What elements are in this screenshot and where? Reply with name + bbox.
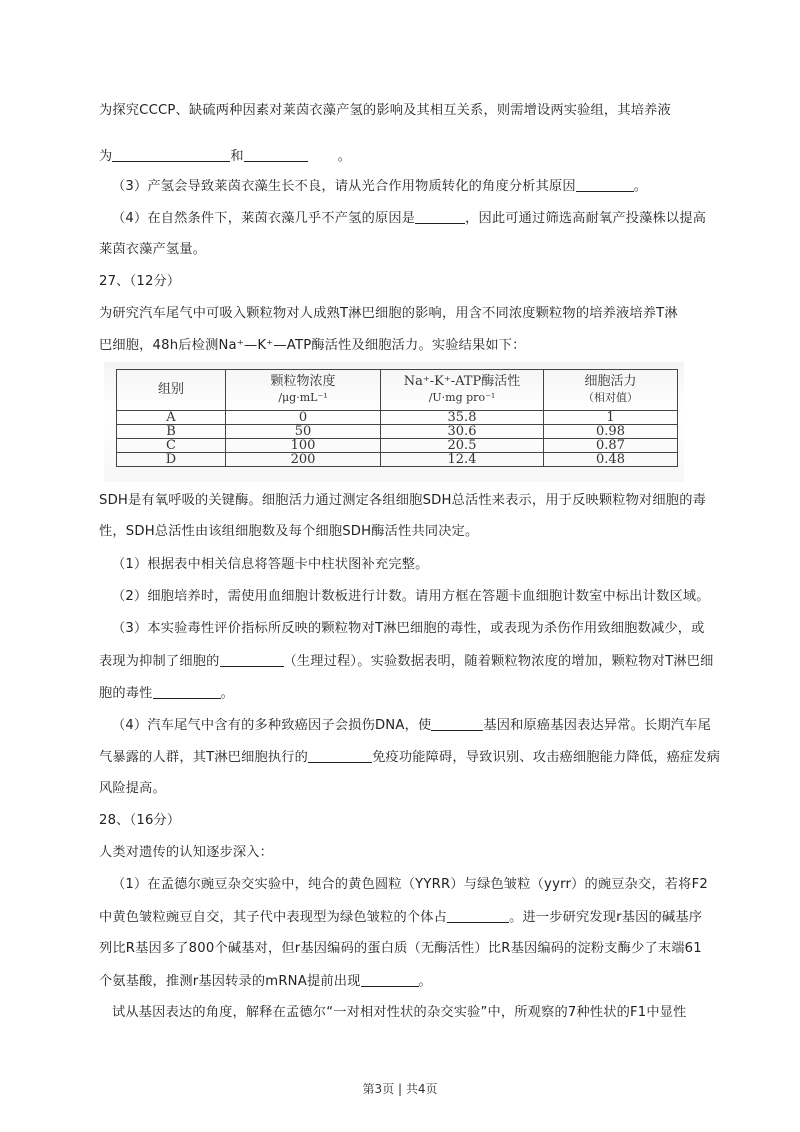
answer-blank[interactable] [308, 748, 372, 763]
answer-blank[interactable] [361, 972, 419, 987]
text: 列比R基因多了800个碱基对，但r基因编码的蛋白质（无酶活性）比R基因编码的淀粉支酶少了末端61 [99, 941, 702, 956]
text-line [99, 972, 432, 991]
table-cell: B [117, 425, 226, 439]
text-line [112, 556, 429, 574]
table-cell: 100 [226, 439, 381, 453]
text: 性，SDH总活性由该组细胞数及每个细胞SDH酶活性共同决定。 [99, 524, 479, 539]
table-cell: 12.4 [381, 453, 544, 467]
answer-blank[interactable] [244, 147, 308, 162]
text: 基因和原癌基因表达异常。长期汽车尾 [483, 718, 711, 733]
text: 。 [633, 179, 648, 194]
table-cell: 0.87 [544, 439, 678, 453]
text: 为研究汽车尾气中可吸入颗粒物对人成熟T淋巴细胞的影响，用含不同浓度颗粒物的培养液培养T淋 [99, 306, 678, 321]
header-cell: Na⁺-K⁺-ATP酶活性 /U·mg pro⁻¹ [381, 370, 544, 411]
table-cell: 0.48 [544, 453, 678, 467]
text: 27、（12分） [99, 274, 181, 289]
answer-blank[interactable] [153, 684, 221, 699]
text: （生理过程）。实验数据表明，随着颗粒物浓度的增加，颗粒物对T淋巴细 [283, 654, 714, 669]
table-row [117, 439, 678, 453]
text: 免疫功能障碍，导致识别、攻击癌细胞能力降低，癌症发病 [372, 750, 721, 765]
text-line [99, 780, 166, 798]
text-line [99, 844, 273, 862]
table-cell: 0.98 [544, 425, 678, 439]
text-line [99, 652, 714, 671]
table-cell: 35.8 [381, 411, 544, 425]
text: 为探究CCCP、缺硫两种因素对莱茵衣藻产氢的影响及其相互关系，则需增设两实验组，其培养液 [99, 103, 671, 118]
text: 风险提高。 [99, 781, 166, 796]
text-line [99, 684, 234, 703]
text-line [99, 940, 702, 958]
table-header-row [117, 370, 678, 411]
text-line [99, 492, 706, 510]
header-cell: 颗粒物浓度 /μg·mL⁻¹ [226, 370, 381, 411]
text-line [99, 523, 478, 541]
text: 莱茵衣藻产氢量。 [99, 242, 207, 257]
results-table [116, 369, 678, 467]
page-footer: 第3页 | 共4页 [362, 1082, 438, 1096]
table-cell: 30.6 [381, 425, 544, 439]
text: 。进一步研究发现r基因的碱基序 [509, 910, 703, 925]
text-line [112, 1004, 687, 1022]
table-cell: 20.5 [381, 439, 544, 453]
table-cell: D [117, 453, 226, 467]
text-line [112, 177, 647, 196]
text: （4）在自然条件下，莱茵衣藻几乎不产氢的原因是 [112, 211, 416, 226]
text: 。 [337, 149, 352, 164]
text: （3）本实验毒性评价指标所反映的颗粒物对T淋巴细胞的毒性，或表现为杀伤作用致细胞数减少，或 [112, 621, 705, 636]
table-cell: 1 [544, 411, 678, 425]
text: 中黄色皱粒豌豆自交，其子代中表现型为绿色皱粒的个体占 [99, 910, 448, 925]
answer-blank[interactable] [415, 209, 465, 224]
text: ，因此可通过筛选高耐氧产投藻株以提高 [465, 211, 707, 226]
text-line [112, 620, 705, 638]
text-line [99, 305, 678, 323]
text: 28、（16分） [99, 813, 181, 828]
table-cell: 200 [226, 453, 381, 467]
table-cell: 0 [226, 411, 381, 425]
text-line [99, 337, 526, 355]
answer-blank[interactable] [220, 652, 284, 667]
text: 。 [418, 974, 432, 989]
text: 。 [220, 686, 234, 701]
answer-blank[interactable] [447, 908, 509, 923]
table-row [117, 453, 678, 467]
header-cell: 组别 [117, 370, 226, 411]
table-row [117, 411, 678, 425]
text: 和 [230, 149, 244, 164]
text: 巴细胞，48h后检测Na⁺—K⁺—ATP酶活性及细胞活力。实验结果如下： [99, 338, 526, 353]
text-line [99, 241, 206, 259]
table-row [117, 425, 678, 439]
text-line [112, 876, 708, 894]
text: 胞的毒性 [99, 686, 153, 701]
question-number [99, 812, 180, 830]
table-cell: A [117, 411, 226, 425]
text: （4）汽车尾气中含有的多种致癌因子会损伤DNA，使 [112, 718, 432, 733]
header-cell: 细胞活力 （相对值） [544, 370, 678, 411]
text: 试从基因表达的角度，解释在孟德尔“一对相对性状的杂交实验”中，所观察的7种性状的F1中显性 [112, 1005, 687, 1020]
text-line [112, 716, 711, 735]
text: （1）在孟德尔豌豆杂交实验中，纯合的黄色圆粒（YYRR）与绿色皱粒（yyrr）的豌豆杂交，若将F2 [112, 877, 708, 892]
answer-blank[interactable] [112, 147, 230, 162]
text-line [112, 588, 710, 606]
text-line [112, 209, 706, 228]
text: 气暴露的人群，其T淋巴细胞执行的 [99, 750, 309, 765]
answer-blank[interactable] [576, 177, 634, 192]
table-image [104, 362, 684, 482]
text: 人类对遗传的认知逐步深入： [99, 845, 274, 860]
table-cell: C [117, 439, 226, 453]
text-line [99, 147, 351, 166]
text: （2）细胞培养时，需使用血细胞计数板进行计数。请用方框在答题卡血细胞计数室中标出计数区域。 [112, 589, 710, 604]
text: SDH是有氧呼吸的关键酶。细胞活力通过测定各组细胞SDH总活性来表示，用于反映颗粒物对细胞的毒 [99, 493, 706, 508]
text-line [99, 748, 720, 767]
text: （3）产氢会导致莱茵衣藻生长不良，请从光合作用物质转化的角度分析其原因 [112, 179, 576, 194]
text: 个氨基酸，推测r基因转录的mRNA提前出现 [99, 974, 361, 989]
answer-blank[interactable] [431, 716, 483, 731]
text: 表现为抑制了细胞的 [99, 654, 220, 669]
text: 为 [99, 149, 113, 164]
text: （1）根据表中相关信息将答题卡中柱状图补充完整。 [112, 557, 429, 572]
text-line [99, 908, 702, 927]
question-number [99, 273, 180, 291]
text-line [99, 102, 671, 120]
table-cell: 50 [226, 425, 381, 439]
